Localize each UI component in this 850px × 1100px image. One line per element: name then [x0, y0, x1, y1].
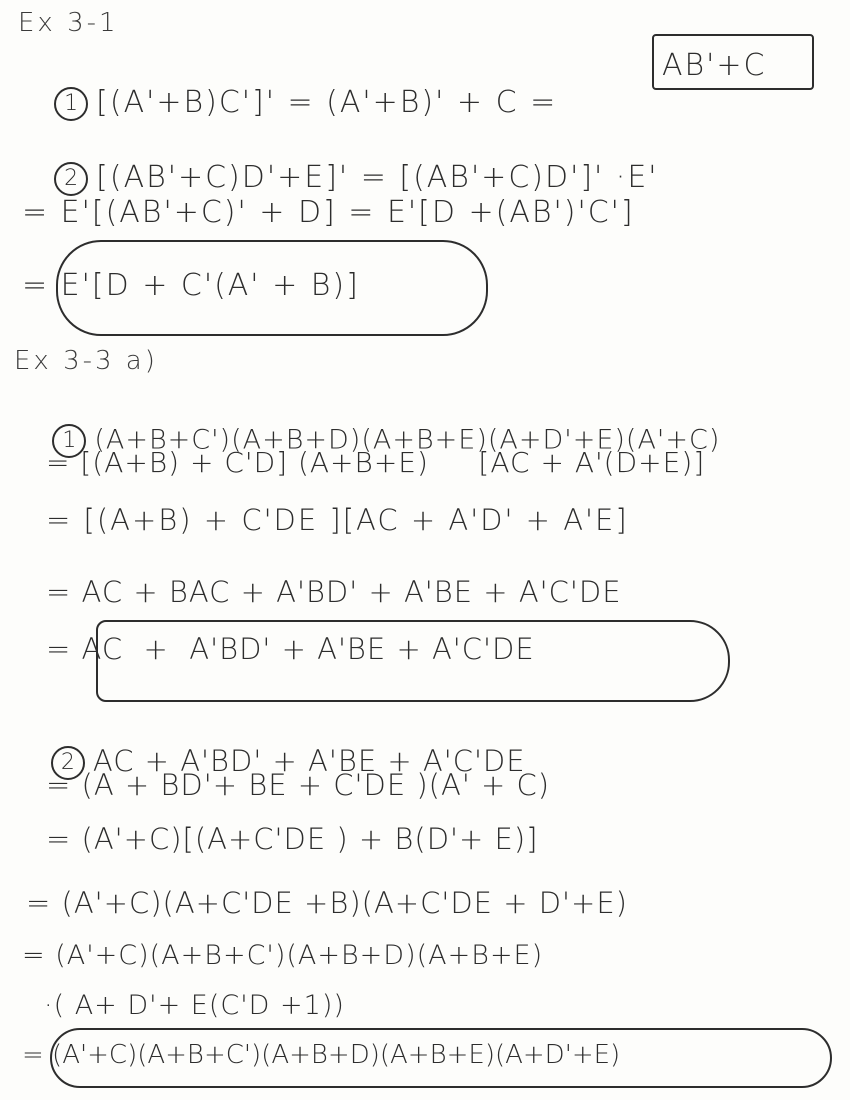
- answer-box: [96, 620, 730, 702]
- ex1-part2-line2: = E'[(AB'+C)' + D] = E'[D +(AB')'C']: [22, 195, 635, 230]
- ex3-part2-expr1: AC + A'BD' + A'BE + A'C'DE: [92, 744, 526, 778]
- ex1-part1-derivation: [(A'+B)C']' = (A'+B)' + C =: [96, 85, 569, 120]
- ex3-part2-line4: = (A'+C)(A+C'DE +B)(A+C'DE + D'+E): [26, 886, 628, 920]
- ex3-part2-line6: ·( A+ D'+ E(C'D +1)): [44, 990, 345, 1021]
- ex1-part2-line3: = E'[D + C'(A' + B)]: [22, 268, 360, 303]
- ex3-part2-line2: = (A + BD'+ BE + C'DE )(A' + C): [46, 768, 551, 802]
- answer-oval: [50, 1028, 832, 1088]
- ex3-part1-line4: = AC + BAC + A'BD' + A'BE + A'C'DE: [46, 575, 622, 609]
- ex3-part1-line2: = [(A+B) + C'D] (A+B+E) [AC + A'(D+E)]: [46, 446, 706, 479]
- ex3-part2-line3: = (A'+C)[(A+C'DE ) + B(D'+ E)]: [46, 822, 539, 856]
- ex3-part2-line5: = (A'+C)(A+B+C')(A+B+D)(A+B+E): [22, 940, 544, 971]
- answer-oval: [56, 240, 488, 336]
- part-number-1: 1: [54, 87, 88, 121]
- ex3-part1-line3: = [(A+B) + C'DE ][AC + A'D' + A'E]: [46, 503, 629, 537]
- ex1-part2-expr1: [(AB'+C)D'+E]' = [(AB'+C)D']' ·E': [96, 160, 659, 195]
- ex3-part2-line7: = (A'+C)(A+B+C')(A+B+D)(A+B+E)(A+D'+E): [22, 1040, 621, 1070]
- heading-ex-3-3a: Ex 3-3 a): [14, 346, 158, 376]
- part-number-2: 2: [54, 162, 88, 196]
- part-number-2: 2: [51, 746, 85, 780]
- answer-box: [652, 34, 814, 90]
- heading-ex-3-1: Ex 3-1: [18, 8, 119, 38]
- ex3-part1-expr1: (A+B+C')(A+B+D)(A+B+E)(A+D'+E)(A'+C): [94, 424, 721, 456]
- ex3-part1-line5: = AC + A'BD' + A'BE + A'C'DE: [46, 632, 535, 666]
- ex1-part1-answer: AB'+C: [662, 48, 767, 83]
- part-number-1: 1: [52, 424, 86, 458]
